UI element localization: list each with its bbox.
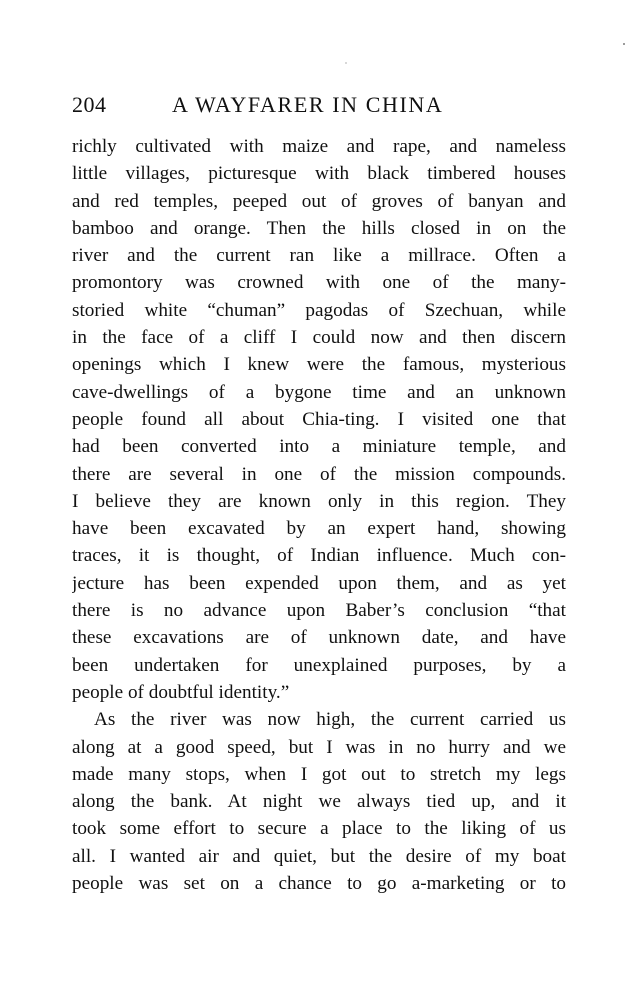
text-line: people of doubtful identity.”	[72, 681, 290, 703]
text-line: promontory was crowned with one of the many-	[72, 272, 566, 294]
text-line: along the bank. At night we always tied up, and it	[72, 791, 566, 813]
page-number: 204	[72, 92, 107, 117]
text-line: there are several in one of the mission compounds.	[72, 463, 566, 485]
text-line: made many stops, when I got out to stretch my legs	[72, 763, 566, 785]
text-line: cave-dwellings of a bygone time and an unknown	[72, 381, 566, 403]
speck	[345, 62, 346, 63]
text-line: traces, it is thought, of Indian influence. Much con-	[72, 545, 566, 567]
text-line: people was set on a chance to go a-marketing or to	[72, 873, 566, 895]
text-line: I believe they are known only in this region. They	[72, 490, 566, 512]
paragraph	[72, 133, 566, 706]
text-line: and red temples, peeped out of groves of banyan and	[72, 190, 566, 212]
text-line: little villages, picturesque with black timbered houses	[72, 163, 566, 185]
text-line: bamboo and orange. Then the hills closed in on the	[72, 217, 566, 239]
text-line: storied white “chuman” pagodas of Szechuan, while	[72, 299, 566, 321]
paragraph	[72, 706, 566, 897]
text-line: along at a good speed, but I was in no hurry and we	[72, 736, 566, 758]
text-line: As the river was now high, the current carried us	[94, 709, 566, 731]
text-line: been undertaken for unexplained purposes, by a	[72, 654, 566, 676]
body-text	[72, 133, 566, 897]
text-line: openings which I knew were the famous, mysterious	[72, 354, 566, 376]
text-line: in the face of a cliff I could now and then discern	[72, 327, 566, 349]
text-line: took some effort to secure a place to the liking of us	[72, 818, 566, 840]
text-line: richly cultivated with maize and rape, and nameless	[72, 136, 566, 157]
text-line: all. I wanted air and quiet, but the desire of my boat	[72, 845, 566, 867]
text-line: people found all about Chia-ting. I visited one that	[72, 408, 566, 430]
running-header	[72, 92, 567, 122]
text-line: there is no advance upon Baber’s conclusion “that	[72, 600, 566, 622]
speck	[623, 43, 625, 45]
text-line: had been converted into a miniature temple, and	[72, 436, 566, 458]
text-line: jecture has been expended upon them, and as yet	[72, 572, 566, 594]
text-line: river and the current ran like a millrace. Often a	[72, 245, 566, 267]
text-line: these excavations are of unknown date, and have	[72, 627, 566, 649]
text-line: have been excavated by an expert hand, showing	[72, 518, 566, 540]
running-title: A WAYFARER IN CHINA	[172, 92, 444, 117]
